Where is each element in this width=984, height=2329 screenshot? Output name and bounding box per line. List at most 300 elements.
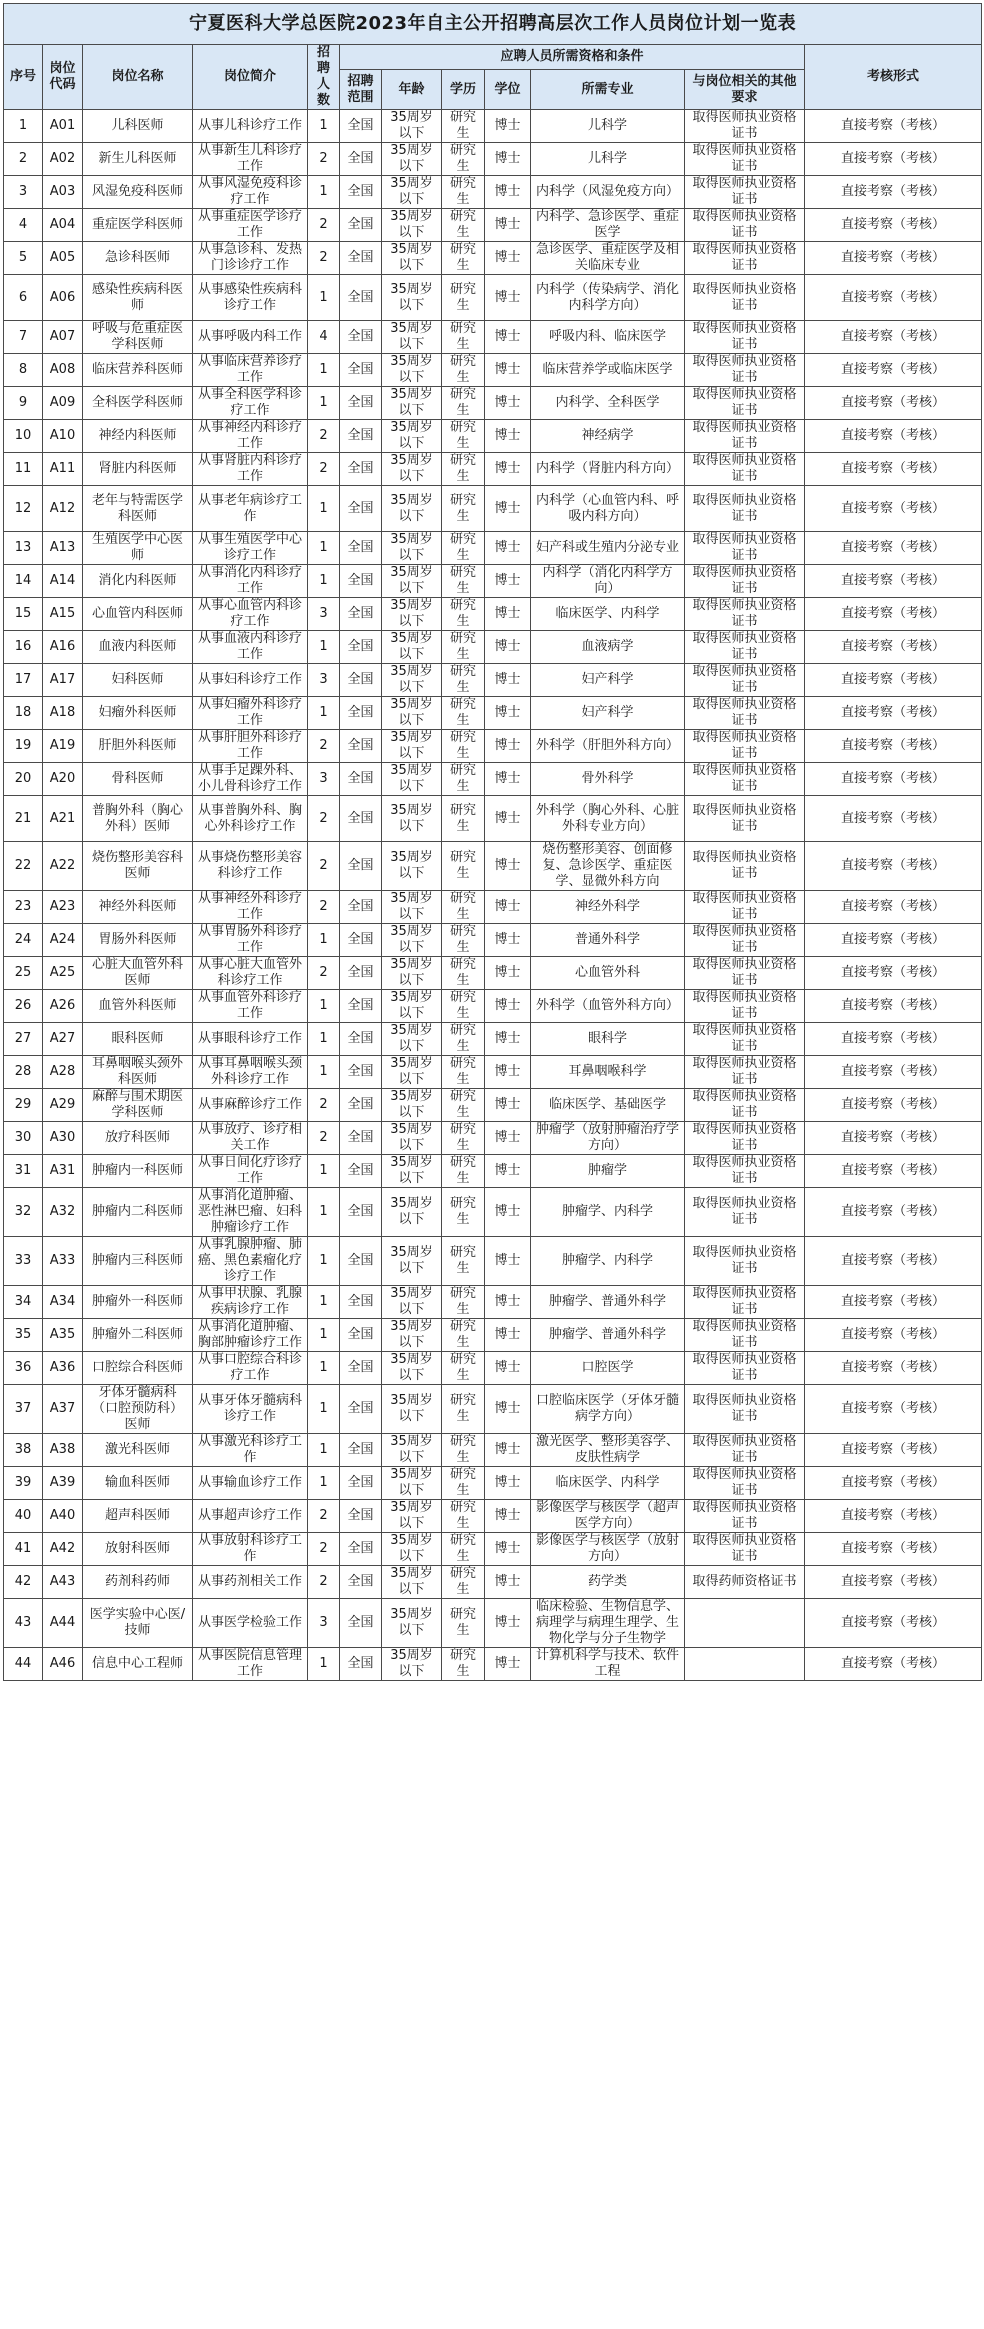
cell-other: 取得医师执业资格证书 (685, 453, 805, 486)
cell-seq: 2 (4, 143, 43, 176)
cell-age: 35周岁以下 (382, 990, 442, 1023)
cell-exam: 直接考察（考核） (805, 697, 982, 730)
cell-intro: 从事麻醉诊疗工作 (193, 1089, 308, 1122)
cell-other: 取得医师执业资格证书 (685, 532, 805, 565)
cell-name: 肿瘤内一科医师 (83, 1155, 193, 1188)
cell-intro: 从事消化内科诊疗工作 (193, 565, 308, 598)
cell-other: 取得医师执业资格证书 (685, 242, 805, 275)
table-row (4, 1385, 982, 1434)
cell-other: 取得医师执业资格证书 (685, 1023, 805, 1056)
cell-code: A40 (43, 1500, 83, 1533)
cell-degree: 博士 (485, 631, 531, 664)
cell-intro: 从事日间化疗诊疗工作 (193, 1155, 308, 1188)
cell-count: 1 (308, 1648, 340, 1681)
cell-seq: 15 (4, 598, 43, 631)
cell-major: 肿瘤学、内科学 (531, 1188, 685, 1237)
cell-major: 内科学、急诊医学、重症医学 (531, 209, 685, 242)
cell-name: 放射科医师 (83, 1533, 193, 1566)
cell-major: 临床检验、生物信息学、病理学与病理生理学、生物化学与分子生物学 (531, 1599, 685, 1648)
cell-edu: 研究生 (442, 1319, 485, 1352)
cell-edu: 研究生 (442, 924, 485, 957)
cell-age: 35周岁以下 (382, 1237, 442, 1286)
cell-degree: 博士 (485, 697, 531, 730)
cell-count: 1 (308, 176, 340, 209)
cell-name: 骨科医师 (83, 763, 193, 796)
header-exam: 考核形式 (805, 45, 982, 110)
table-row (4, 1500, 982, 1533)
cell-scope: 全国 (340, 453, 382, 486)
cell-exam: 直接考察（考核） (805, 354, 982, 387)
cell-scope: 全国 (340, 1056, 382, 1089)
cell-count: 1 (308, 631, 340, 664)
table-row (4, 990, 982, 1023)
cell-degree: 博士 (485, 110, 531, 143)
cell-age: 35周岁以下 (382, 275, 442, 321)
cell-edu: 研究生 (442, 420, 485, 453)
cell-name: 生殖医学中心医师 (83, 532, 193, 565)
cell-major: 骨外科学 (531, 763, 685, 796)
cell-edu: 研究生 (442, 1056, 485, 1089)
cell-degree: 博士 (485, 420, 531, 453)
cell-degree: 博士 (485, 1188, 531, 1237)
cell-seq: 31 (4, 1155, 43, 1188)
cell-degree: 博士 (485, 1023, 531, 1056)
cell-exam: 直接考察（考核） (805, 763, 982, 796)
cell-count: 1 (308, 1286, 340, 1319)
cell-exam: 直接考察（考核） (805, 730, 982, 763)
cell-intro: 从事神经内科诊疗工作 (193, 420, 308, 453)
cell-major: 肿瘤学 (531, 1155, 685, 1188)
cell-major: 妇产科学 (531, 697, 685, 730)
cell-degree: 博士 (485, 1286, 531, 1319)
cell-seq: 13 (4, 532, 43, 565)
cell-edu: 研究生 (442, 321, 485, 354)
cell-major: 内科学（心血管内科、呼吸内科方向） (531, 486, 685, 532)
cell-scope: 全国 (340, 1352, 382, 1385)
cell-count: 1 (308, 1237, 340, 1286)
cell-name: 心脏大血管外科医师 (83, 957, 193, 990)
cell-code: A38 (43, 1434, 83, 1467)
cell-major: 影像医学与核医学（放射方向） (531, 1533, 685, 1566)
cell-degree: 博士 (485, 598, 531, 631)
cell-scope: 全国 (340, 1319, 382, 1352)
cell-other: 取得医师执业资格证书 (685, 924, 805, 957)
cell-count: 1 (308, 387, 340, 420)
cell-other: 取得医师执业资格证书 (685, 891, 805, 924)
cell-code: A06 (43, 275, 83, 321)
cell-age: 35周岁以下 (382, 1434, 442, 1467)
cell-edu: 研究生 (442, 1023, 485, 1056)
cell-seq: 22 (4, 842, 43, 891)
cell-seq: 43 (4, 1599, 43, 1648)
cell-scope: 全国 (340, 1155, 382, 1188)
cell-scope: 全国 (340, 990, 382, 1023)
cell-seq: 16 (4, 631, 43, 664)
cell-intro: 从事血管外科诊疗工作 (193, 990, 308, 1023)
cell-exam: 直接考察（考核） (805, 1023, 982, 1056)
cell-count: 1 (308, 1352, 340, 1385)
cell-other: 取得药师资格证书 (685, 1566, 805, 1599)
cell-degree: 博士 (485, 1155, 531, 1188)
cell-age: 35周岁以下 (382, 387, 442, 420)
cell-age: 35周岁以下 (382, 1286, 442, 1319)
table-row (4, 321, 982, 354)
cell-name: 全科医学科医师 (83, 387, 193, 420)
cell-name: 肿瘤外一科医师 (83, 1286, 193, 1319)
cell-name: 眼科医师 (83, 1023, 193, 1056)
cell-scope: 全国 (340, 275, 382, 321)
cell-count: 1 (308, 1385, 340, 1434)
cell-major: 呼吸内科、临床医学 (531, 321, 685, 354)
cell-edu: 研究生 (442, 1352, 485, 1385)
cell-other: 取得医师执业资格证书 (685, 1089, 805, 1122)
cell-age: 35周岁以下 (382, 532, 442, 565)
header-edu: 学历 (442, 70, 485, 110)
cell-scope: 全国 (340, 1188, 382, 1237)
cell-count: 2 (308, 242, 340, 275)
cell-age: 35周岁以下 (382, 1188, 442, 1237)
table-row (4, 1155, 982, 1188)
cell-count: 2 (308, 143, 340, 176)
cell-intro: 从事风湿免疫科诊疗工作 (193, 176, 308, 209)
cell-edu: 研究生 (442, 1648, 485, 1681)
cell-exam: 直接考察（考核） (805, 891, 982, 924)
cell-edu: 研究生 (442, 242, 485, 275)
cell-exam: 直接考察（考核） (805, 275, 982, 321)
cell-other: 取得医师执业资格证书 (685, 763, 805, 796)
cell-degree: 博士 (485, 1467, 531, 1500)
cell-code: A14 (43, 565, 83, 598)
table-row (4, 631, 982, 664)
cell-scope: 全国 (340, 1385, 382, 1434)
cell-name: 医学实验中心医/技师 (83, 1599, 193, 1648)
table-row (4, 1122, 982, 1155)
cell-edu: 研究生 (442, 1122, 485, 1155)
cell-seq: 6 (4, 275, 43, 321)
cell-scope: 全国 (340, 664, 382, 697)
cell-age: 35周岁以下 (382, 1023, 442, 1056)
cell-age: 35周岁以下 (382, 763, 442, 796)
cell-intro: 从事药剂相关工作 (193, 1566, 308, 1599)
cell-degree: 博士 (485, 1089, 531, 1122)
cell-scope: 全国 (340, 1500, 382, 1533)
cell-edu: 研究生 (442, 1434, 485, 1467)
cell-age: 35周岁以下 (382, 1500, 442, 1533)
cell-exam: 直接考察（考核） (805, 1155, 982, 1188)
header-name: 岗位名称 (83, 45, 193, 110)
cell-degree: 博士 (485, 532, 531, 565)
cell-scope: 全国 (340, 1434, 382, 1467)
cell-intro: 从事血液内科诊疗工作 (193, 631, 308, 664)
cell-scope: 全国 (340, 957, 382, 990)
cell-intro: 从事呼吸内科工作 (193, 321, 308, 354)
cell-other: 取得医师执业资格证书 (685, 664, 805, 697)
table-row (4, 1188, 982, 1237)
cell-edu: 研究生 (442, 631, 485, 664)
table-row (4, 486, 982, 532)
cell-exam: 直接考察（考核） (805, 631, 982, 664)
cell-name: 麻醉与围术期医学科医师 (83, 1089, 193, 1122)
cell-intro: 从事感染性疾病科诊疗工作 (193, 275, 308, 321)
cell-count: 2 (308, 209, 340, 242)
cell-other: 取得医师执业资格证书 (685, 209, 805, 242)
cell-count: 1 (308, 1056, 340, 1089)
table-row (4, 598, 982, 631)
cell-scope: 全国 (340, 110, 382, 143)
cell-major: 神经病学 (531, 420, 685, 453)
cell-seq: 4 (4, 209, 43, 242)
cell-edu: 研究生 (442, 110, 485, 143)
cell-seq: 35 (4, 1319, 43, 1352)
cell-intro: 从事医学检验工作 (193, 1599, 308, 1648)
cell-other: 取得医师执业资格证书 (685, 1434, 805, 1467)
cell-name: 肿瘤外二科医师 (83, 1319, 193, 1352)
cell-exam: 直接考察（考核） (805, 1533, 982, 1566)
cell-name: 牙体牙髓病科（口腔预防科）医师 (83, 1385, 193, 1434)
cell-name: 普胸外科（胸心外科）医师 (83, 796, 193, 842)
cell-edu: 研究生 (442, 387, 485, 420)
cell-exam: 直接考察（考核） (805, 1122, 982, 1155)
cell-count: 1 (308, 1319, 340, 1352)
cell-scope: 全国 (340, 730, 382, 763)
cell-scope: 全国 (340, 1122, 382, 1155)
cell-edu: 研究生 (442, 1089, 485, 1122)
table-row (4, 1286, 982, 1319)
cell-age: 35周岁以下 (382, 354, 442, 387)
table-row (4, 354, 982, 387)
cell-scope: 全国 (340, 697, 382, 730)
cell-age: 35周岁以下 (382, 1385, 442, 1434)
cell-count: 1 (308, 1434, 340, 1467)
cell-count: 2 (308, 1089, 340, 1122)
cell-name: 信息中心工程师 (83, 1648, 193, 1681)
cell-other: 取得医师执业资格证书 (685, 1385, 805, 1434)
cell-degree: 博士 (485, 1385, 531, 1434)
cell-code: A46 (43, 1648, 83, 1681)
cell-seq: 25 (4, 957, 43, 990)
cell-name: 放疗科医师 (83, 1122, 193, 1155)
cell-major: 临床医学、基础医学 (531, 1089, 685, 1122)
cell-other: 取得医师执业资格证书 (685, 957, 805, 990)
cell-exam: 直接考察（考核） (805, 664, 982, 697)
cell-age: 35周岁以下 (382, 1599, 442, 1648)
cell-edu: 研究生 (442, 730, 485, 763)
cell-major: 口腔临床医学（牙体牙髓病学方向） (531, 1385, 685, 1434)
cell-count: 4 (308, 321, 340, 354)
cell-age: 35周岁以下 (382, 1352, 442, 1385)
cell-scope: 全国 (340, 1599, 382, 1648)
cell-age: 35周岁以下 (382, 143, 442, 176)
cell-code: A05 (43, 242, 83, 275)
cell-seq: 41 (4, 1533, 43, 1566)
cell-intro: 从事激光科诊疗工作 (193, 1434, 308, 1467)
table-row (4, 1056, 982, 1089)
header-count: 招聘人数 (308, 45, 340, 110)
cell-edu: 研究生 (442, 176, 485, 209)
cell-major: 外科学（血管外科方向） (531, 990, 685, 1023)
table-row (4, 1023, 982, 1056)
cell-age: 35周岁以下 (382, 796, 442, 842)
table-row (4, 1434, 982, 1467)
cell-degree: 博士 (485, 730, 531, 763)
cell-intro: 从事急诊科、发热门诊诊疗工作 (193, 242, 308, 275)
cell-major: 内科学（风湿免疫方向） (531, 176, 685, 209)
cell-degree: 博士 (485, 924, 531, 957)
cell-intro: 从事牙体牙髓病科诊疗工作 (193, 1385, 308, 1434)
cell-intro: 从事输血诊疗工作 (193, 1467, 308, 1500)
cell-code: A04 (43, 209, 83, 242)
cell-count: 1 (308, 1188, 340, 1237)
cell-code: A16 (43, 631, 83, 664)
cell-major: 临床营养学或临床医学 (531, 354, 685, 387)
cell-edu: 研究生 (442, 990, 485, 1023)
cell-edu: 研究生 (442, 664, 485, 697)
cell-edu: 研究生 (442, 275, 485, 321)
cell-degree: 博士 (485, 842, 531, 891)
cell-age: 35周岁以下 (382, 1089, 442, 1122)
cell-seq: 26 (4, 990, 43, 1023)
cell-edu: 研究生 (442, 1385, 485, 1434)
cell-code: A10 (43, 420, 83, 453)
cell-edu: 研究生 (442, 697, 485, 730)
cell-scope: 全国 (340, 842, 382, 891)
cell-exam: 直接考察（考核） (805, 1286, 982, 1319)
cell-count: 2 (308, 957, 340, 990)
cell-code: A21 (43, 796, 83, 842)
cell-seq: 33 (4, 1237, 43, 1286)
cell-major: 药学类 (531, 1566, 685, 1599)
cell-code: A29 (43, 1089, 83, 1122)
cell-scope: 全国 (340, 486, 382, 532)
cell-code: A25 (43, 957, 83, 990)
cell-seq: 21 (4, 796, 43, 842)
cell-degree: 博士 (485, 1237, 531, 1286)
cell-age: 35周岁以下 (382, 1467, 442, 1500)
cell-count: 2 (308, 842, 340, 891)
cell-code: A17 (43, 664, 83, 697)
cell-age: 35周岁以下 (382, 176, 442, 209)
cell-name: 急诊科医师 (83, 242, 193, 275)
cell-degree: 博士 (485, 1056, 531, 1089)
table-body (4, 110, 982, 1681)
table-row (4, 730, 982, 763)
cell-count: 1 (308, 924, 340, 957)
cell-age: 35周岁以下 (382, 924, 442, 957)
cell-name: 输血科医师 (83, 1467, 193, 1500)
cell-edu: 研究生 (442, 1566, 485, 1599)
cell-intro: 从事新生儿科诊疗工作 (193, 143, 308, 176)
cell-scope: 全国 (340, 891, 382, 924)
cell-intro: 从事甲状腺、乳腺疾病诊疗工作 (193, 1286, 308, 1319)
cell-other: 取得医师执业资格证书 (685, 176, 805, 209)
cell-seq: 1 (4, 110, 43, 143)
cell-other: 取得医师执业资格证书 (685, 1286, 805, 1319)
cell-count: 2 (308, 453, 340, 486)
cell-count: 2 (308, 420, 340, 453)
cell-degree: 博士 (485, 1533, 531, 1566)
cell-count: 1 (308, 1023, 340, 1056)
cell-other: 取得医师执业资格证书 (685, 275, 805, 321)
cell-age: 35周岁以下 (382, 565, 442, 598)
cell-age: 35周岁以下 (382, 242, 442, 275)
cell-code: A35 (43, 1319, 83, 1352)
cell-age: 35周岁以下 (382, 730, 442, 763)
cell-edu: 研究生 (442, 1533, 485, 1566)
cell-major: 内科学（消化内科学方向） (531, 565, 685, 598)
cell-scope: 全国 (340, 176, 382, 209)
table-row (4, 1319, 982, 1352)
header-major: 所需专业 (531, 70, 685, 110)
cell-degree: 博士 (485, 1352, 531, 1385)
cell-code: A39 (43, 1467, 83, 1500)
cell-degree: 博士 (485, 1648, 531, 1681)
header-intro: 岗位简介 (193, 45, 308, 110)
cell-exam: 直接考察（考核） (805, 176, 982, 209)
cell-degree: 博士 (485, 565, 531, 598)
cell-seq: 5 (4, 242, 43, 275)
cell-seq: 23 (4, 891, 43, 924)
cell-degree: 博士 (485, 1500, 531, 1533)
table-row (4, 1599, 982, 1648)
cell-age: 35周岁以下 (382, 321, 442, 354)
cell-intro: 从事肝胆外科诊疗工作 (193, 730, 308, 763)
cell-code: A23 (43, 891, 83, 924)
cell-intro: 从事胃肠外科诊疗工作 (193, 924, 308, 957)
cell-major: 神经外科学 (531, 891, 685, 924)
cell-code: A30 (43, 1122, 83, 1155)
cell-name: 口腔综合科医师 (83, 1352, 193, 1385)
cell-other: 取得医师执业资格证书 (685, 1155, 805, 1188)
cell-code: A32 (43, 1188, 83, 1237)
cell-other: 取得医师执业资格证书 (685, 1056, 805, 1089)
header-degree: 学位 (485, 70, 531, 110)
cell-age: 35周岁以下 (382, 1566, 442, 1599)
cell-exam: 直接考察（考核） (805, 1319, 982, 1352)
cell-major: 口腔医学 (531, 1352, 685, 1385)
cell-name: 妇瘤外科医师 (83, 697, 193, 730)
recruitment-plan-sheet (3, 3, 981, 2325)
cell-code: A09 (43, 387, 83, 420)
cell-code: A44 (43, 1599, 83, 1648)
cell-scope: 全国 (340, 1467, 382, 1500)
cell-count: 3 (308, 1599, 340, 1648)
cell-intro: 从事乳腺肿瘤、肺癌、黑色素瘤化疗诊疗工作 (193, 1237, 308, 1286)
cell-exam: 直接考察（考核） (805, 1089, 982, 1122)
cell-code: A36 (43, 1352, 83, 1385)
cell-seq: 10 (4, 420, 43, 453)
cell-other (685, 1648, 805, 1681)
table-row (4, 1352, 982, 1385)
cell-exam: 直接考察（考核） (805, 420, 982, 453)
cell-intro: 从事心血管内科诊疗工作 (193, 598, 308, 631)
cell-other: 取得医师执业资格证书 (685, 990, 805, 1023)
cell-major: 妇产科学 (531, 664, 685, 697)
cell-intro: 从事生殖医学中心诊疗工作 (193, 532, 308, 565)
cell-edu: 研究生 (442, 1188, 485, 1237)
cell-edu: 研究生 (442, 891, 485, 924)
cell-major: 肿瘤学、普通外科学 (531, 1319, 685, 1352)
cell-seq: 20 (4, 763, 43, 796)
cell-other: 取得医师执业资格证书 (685, 486, 805, 532)
cell-count: 1 (308, 1155, 340, 1188)
cell-count: 2 (308, 1566, 340, 1599)
cell-other (685, 1599, 805, 1648)
cell-seq: 7 (4, 321, 43, 354)
cell-degree: 博士 (485, 1122, 531, 1155)
cell-edu: 研究生 (442, 763, 485, 796)
cell-degree: 博士 (485, 176, 531, 209)
cell-seq: 42 (4, 1566, 43, 1599)
